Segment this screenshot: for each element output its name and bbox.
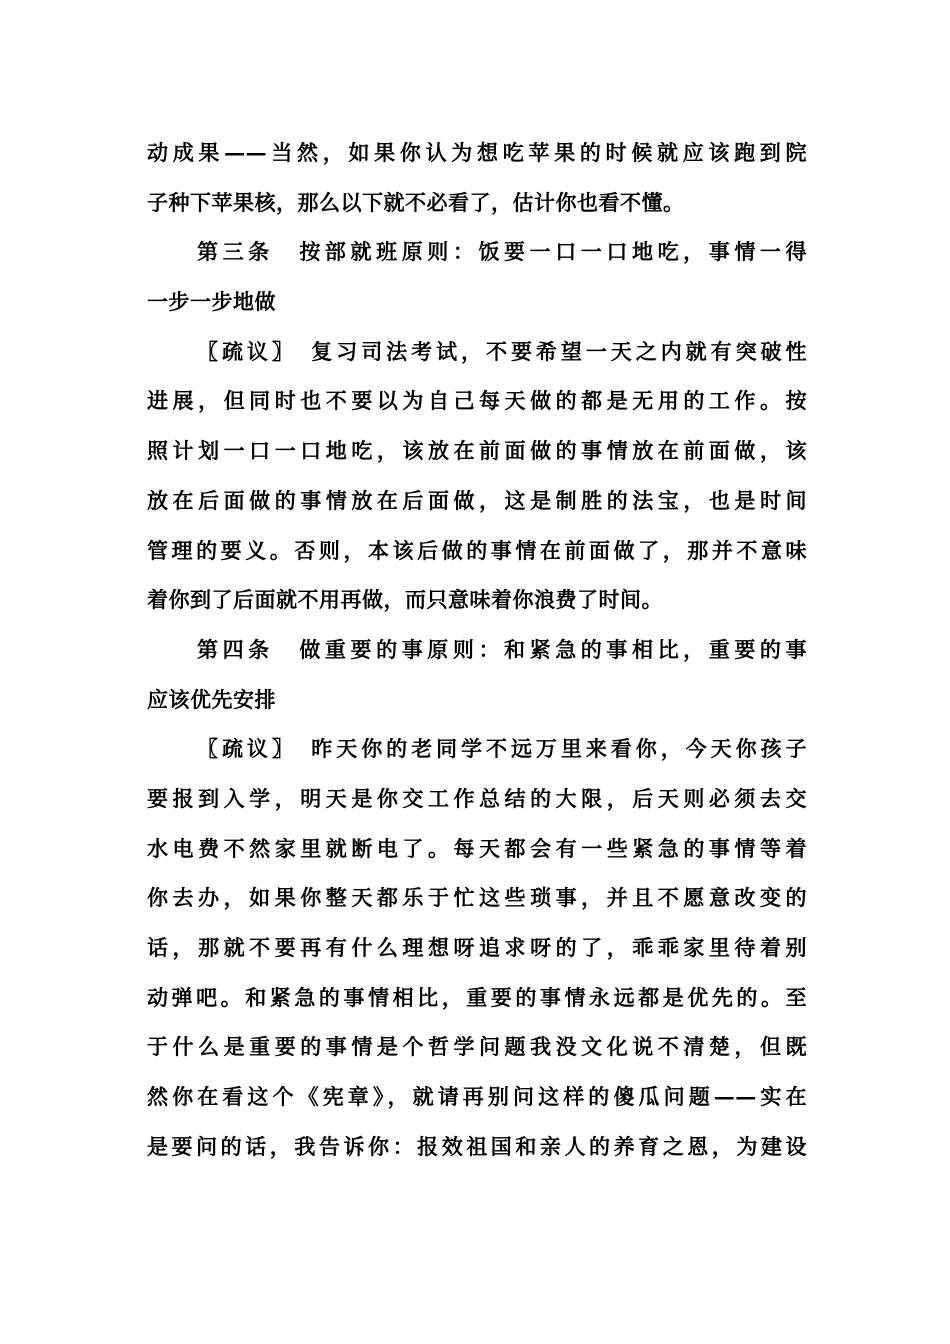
text-line: 放在后面做的事情放在后面做，这是制胜的法宝，也是时间 bbox=[147, 487, 807, 513]
article-heading-3: 第三条 按部就班原则：饭要一口一口地吃，事情一得 bbox=[197, 239, 807, 265]
text-line: 照计划一口一口地吃，该放在前面做的事情放在前面做，该 bbox=[147, 438, 807, 464]
text-line: 要报到入学，明天是你交工作总结的大限，后天则必须去交 bbox=[147, 785, 807, 811]
text-line: 应该优先安排 bbox=[147, 686, 276, 712]
text-line: 着你到了后面就不用再做，而只意味着你浪费了时间。 bbox=[147, 587, 663, 613]
text-line: 话，那就不要再有什么理想呀追求呀的了，乖乖家里待着别 bbox=[147, 935, 807, 960]
text-line: 动弹吧。和紧急的事情相比，重要的事情永远都是优先的。至 bbox=[147, 984, 807, 1010]
text-line: 管理的要义。否则，本该后做的事情在前面做了，那并不意味 bbox=[147, 537, 807, 563]
text-line: 一步一步地做 bbox=[147, 289, 276, 315]
commentary-line: 〖疏议〗 复习司法考试，不要希望一天之内就有突破性 bbox=[197, 338, 807, 364]
body-text bbox=[147, 128, 807, 1171]
text-line: 动成果——当然，如果你认为想吃苹果的时候就应该跑到院 bbox=[147, 140, 807, 165]
text-line: 子种下苹果核，那么以下就不必看了，估计你也看不懂。 bbox=[147, 189, 685, 215]
text-line: 进展，但同时也不要以为自己每天做的都是无用的工作。按 bbox=[147, 388, 807, 414]
text-line: 是要问的话，我告诉你：报效祖国和亲人的养育之恩，为建设 bbox=[147, 1133, 807, 1159]
text-line: 你去办，如果你整天都乐于忙这些琐事，并且不愿意改变的 bbox=[147, 885, 807, 911]
text-line: 水电费不然家里就断电了。每天都会有一些紧急的事情等着 bbox=[147, 835, 807, 861]
article-heading-4: 第四条 做重要的事原则：和紧急的事相比，重要的事 bbox=[197, 636, 807, 662]
commentary-line: 〖疏议〗 昨天你的老同学不远万里来看你，今天你孩子 bbox=[197, 736, 807, 762]
text-line: 然你在看这个《宪章》，就请再别问这样的傻瓜问题——实在 bbox=[147, 1084, 807, 1110]
text-line: 于什么是重要的事情是个哲学问题我没文化说不清楚，但既 bbox=[147, 1034, 807, 1060]
